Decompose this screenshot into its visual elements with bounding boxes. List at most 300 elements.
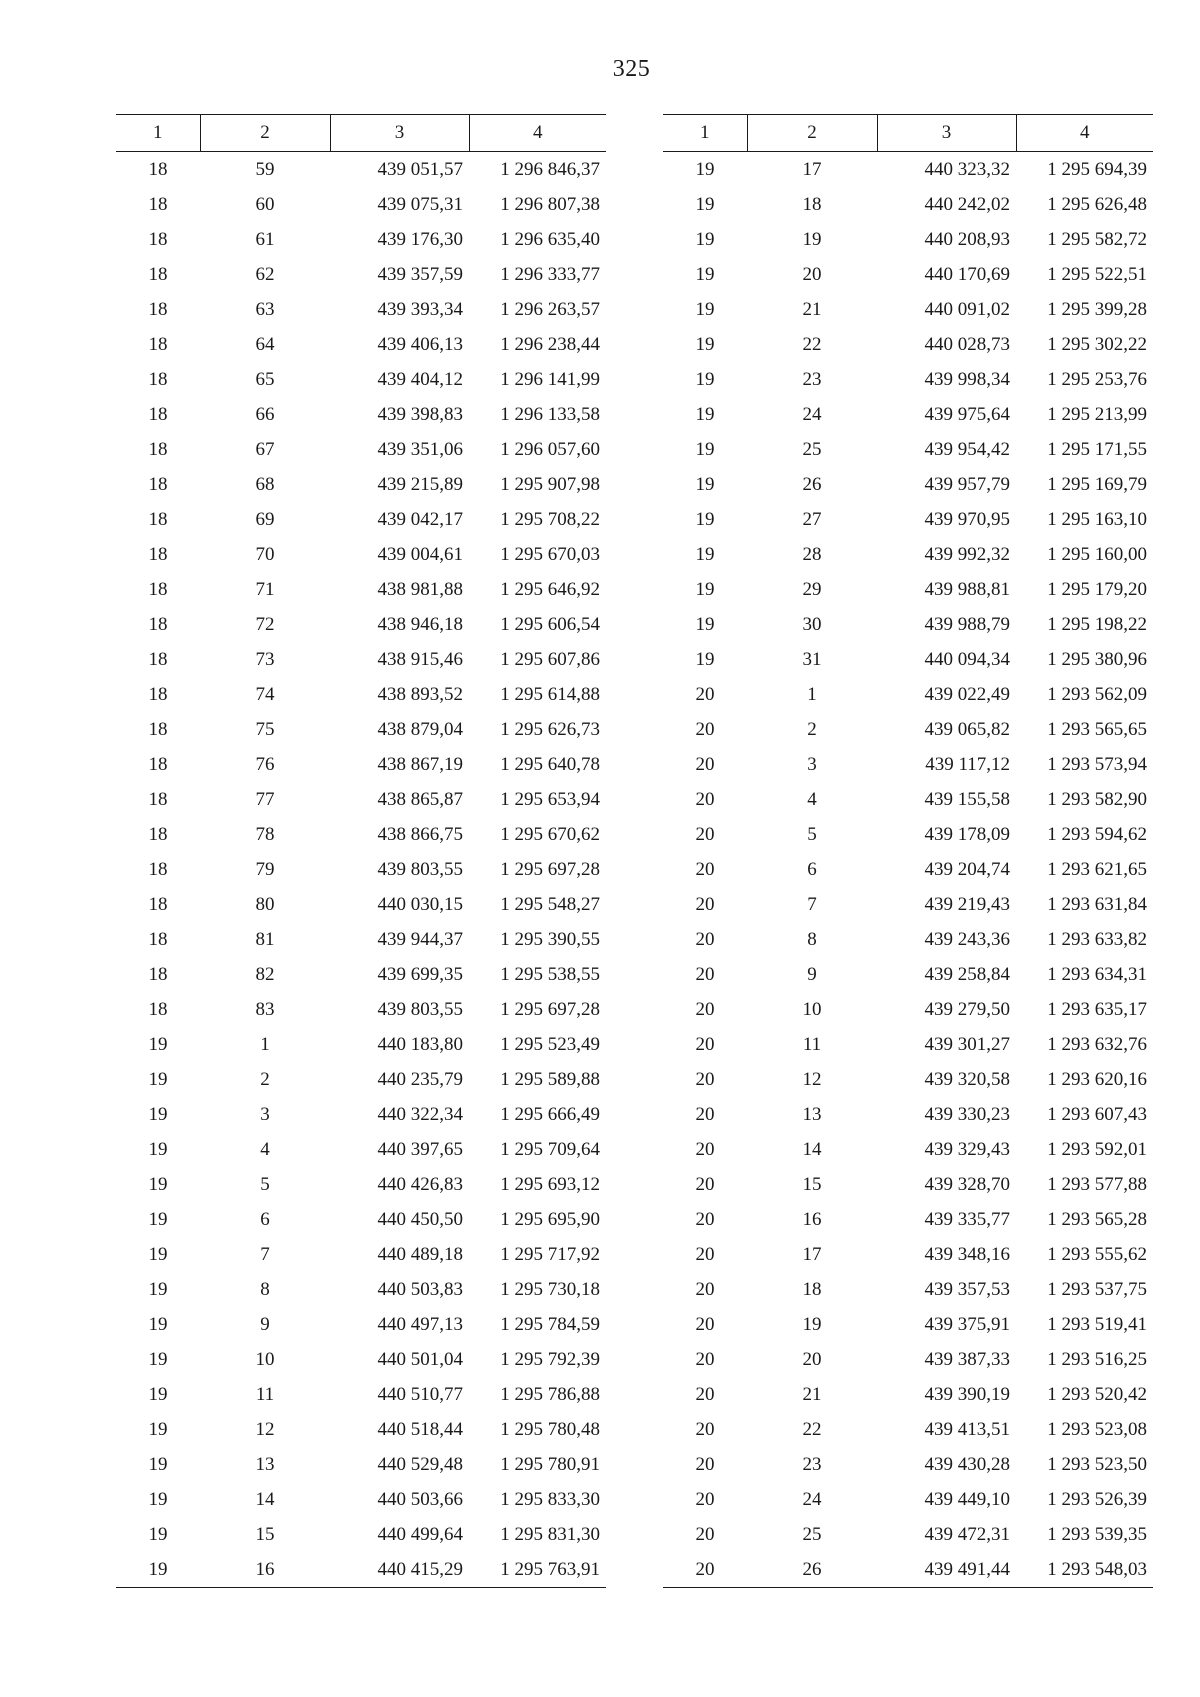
table-cell-col-2: 79 xyxy=(255,858,275,880)
table-cell-col-3: 439 155,58 xyxy=(924,788,1010,810)
table-row xyxy=(663,642,1153,677)
table-row xyxy=(663,817,1153,852)
table-cell-col-1: 18 xyxy=(148,718,168,740)
table-row xyxy=(116,1482,606,1517)
table-cell-col-4: 1 295 548,27 xyxy=(500,893,600,915)
table-cell-col-4: 1 295 399,28 xyxy=(1047,298,1147,320)
table-cell-col-4: 1 295 708,22 xyxy=(500,508,600,530)
table-cell-col-1: 19 xyxy=(695,403,715,425)
coordinates-table-right xyxy=(663,114,1153,1588)
table-cell-col-3: 439 351,06 xyxy=(377,438,463,460)
table-cell-col-3: 440 094,34 xyxy=(924,648,1010,670)
table-row xyxy=(116,712,606,747)
table-cell-col-4: 1 293 562,09 xyxy=(1047,683,1147,705)
table-cell-col-1: 19 xyxy=(148,1383,168,1405)
table-cell-col-4: 1 293 516,25 xyxy=(1047,1348,1147,1370)
table-cell-col-2: 23 xyxy=(802,368,822,390)
table-row xyxy=(116,992,606,1027)
table-cell-col-2: 7 xyxy=(260,1243,270,1265)
table-cell-col-4: 1 295 253,76 xyxy=(1047,368,1147,390)
table-cell-col-4: 1 295 606,54 xyxy=(500,613,600,635)
table-cell-col-2: 8 xyxy=(260,1278,270,1300)
table-cell-col-4: 1 293 635,17 xyxy=(1047,998,1147,1020)
table-cell-col-2: 31 xyxy=(802,648,822,670)
table-row xyxy=(116,1517,606,1552)
table-row xyxy=(663,327,1153,362)
table-cell-col-1: 19 xyxy=(695,158,715,180)
table-row xyxy=(663,362,1153,397)
table-cell-col-3: 439 258,84 xyxy=(924,963,1010,985)
table-cell-col-1: 20 xyxy=(695,1418,715,1440)
table-cell-col-1: 18 xyxy=(148,158,168,180)
table-row xyxy=(116,187,606,222)
table-cell-col-2: 10 xyxy=(255,1348,275,1370)
table-cell-col-3: 439 335,77 xyxy=(924,1208,1010,1230)
table-row xyxy=(116,1307,606,1342)
table-cell-col-1: 18 xyxy=(148,613,168,635)
header-row xyxy=(663,115,1153,152)
table-cell-col-2: 15 xyxy=(255,1523,275,1545)
table-cell-col-3: 440 323,32 xyxy=(924,158,1010,180)
table-cell-col-2: 2 xyxy=(807,718,817,740)
table-row xyxy=(116,1552,606,1588)
column-header-2: 2 xyxy=(200,115,330,152)
table-cell-col-3: 439 398,83 xyxy=(377,403,463,425)
table-cell-col-1: 19 xyxy=(695,298,715,320)
table-row xyxy=(663,1027,1153,1062)
table-cell-col-3: 439 449,10 xyxy=(924,1488,1010,1510)
table-cell-col-2: 83 xyxy=(255,998,275,1020)
table-cell-col-3: 439 178,09 xyxy=(924,823,1010,845)
table-cell-col-3: 439 328,70 xyxy=(924,1173,1010,1195)
table-cell-col-4: 1 295 694,39 xyxy=(1047,158,1147,180)
table-cell-col-4: 1 293 519,41 xyxy=(1047,1313,1147,1335)
table-row xyxy=(116,222,606,257)
table-row xyxy=(116,1447,606,1482)
table-cell-col-3: 439 243,36 xyxy=(924,928,1010,950)
table-cell-col-4: 1 295 666,49 xyxy=(500,1103,600,1125)
table-cell-col-2: 9 xyxy=(807,963,817,985)
table-cell-col-4: 1 293 582,90 xyxy=(1047,788,1147,810)
table-row xyxy=(663,1307,1153,1342)
table-cell-col-1: 18 xyxy=(148,788,168,810)
table-cell-col-3: 439 390,19 xyxy=(924,1383,1010,1405)
table-cell-col-2: 16 xyxy=(802,1208,822,1230)
table-row xyxy=(116,292,606,327)
table-row xyxy=(663,1552,1153,1588)
table-cell-col-2: 10 xyxy=(802,998,822,1020)
table-cell-col-3: 439 219,43 xyxy=(924,893,1010,915)
table-cell-col-1: 19 xyxy=(148,1523,168,1545)
table-cell-col-4: 1 293 537,75 xyxy=(1047,1278,1147,1300)
table-row xyxy=(116,152,606,188)
table-row xyxy=(663,1482,1153,1517)
table-cell-col-3: 439 375,91 xyxy=(924,1313,1010,1335)
table-cell-col-2: 71 xyxy=(255,578,275,600)
column-header-3: 3 xyxy=(330,115,469,152)
table-cell-col-3: 439 472,31 xyxy=(924,1523,1010,1545)
table-cell-col-3: 438 915,46 xyxy=(377,648,463,670)
table-cell-col-3: 440 489,18 xyxy=(377,1243,463,1265)
table-row xyxy=(663,292,1153,327)
table-row xyxy=(116,1342,606,1377)
table-cell-col-4: 1 296 807,38 xyxy=(500,193,600,215)
table-row xyxy=(116,432,606,467)
table-cell-col-1: 20 xyxy=(695,893,715,915)
table-cell-col-1: 20 xyxy=(663,1552,747,1588)
table-cell-col-3: 439 204,74 xyxy=(924,858,1010,880)
table-row xyxy=(116,257,606,292)
table-cell-col-3: 439 042,17 xyxy=(377,508,463,530)
table-cell-col-1: 20 xyxy=(695,753,715,775)
table-cell-col-3: 439 491,44 xyxy=(877,1552,1016,1588)
table-cell-col-2: 63 xyxy=(255,298,275,320)
table-row xyxy=(116,467,606,502)
table-cell-col-4: 1 295 538,55 xyxy=(500,963,600,985)
table-cell-col-1: 19 xyxy=(148,1278,168,1300)
table-cell-col-3: 440 028,73 xyxy=(924,333,1010,355)
table-cell-col-2: 68 xyxy=(255,473,275,495)
table-cell-col-3: 440 208,93 xyxy=(924,228,1010,250)
table-cell-col-3: 439 022,49 xyxy=(924,683,1010,705)
table-row xyxy=(116,572,606,607)
table-cell-col-4: 1 295 786,88 xyxy=(500,1383,600,1405)
table-cell-col-2: 14 xyxy=(255,1488,275,1510)
table-cell-col-2: 6 xyxy=(260,1208,270,1230)
header-row xyxy=(116,115,606,152)
table-row xyxy=(663,1272,1153,1307)
table-cell-col-1: 20 xyxy=(695,1033,715,1055)
table-cell-col-2: 74 xyxy=(255,683,275,705)
table-cell-col-4: 1 295 640,78 xyxy=(500,753,600,775)
table-cell-col-3: 440 030,15 xyxy=(377,893,463,915)
table-cell-col-4: 1 295 213,99 xyxy=(1047,403,1147,425)
table-cell-col-1: 18 xyxy=(148,298,168,320)
table-cell-col-1: 19 xyxy=(116,1552,200,1588)
table-cell-col-2: 9 xyxy=(260,1313,270,1335)
table-row xyxy=(663,1132,1153,1167)
table-row xyxy=(663,257,1153,292)
table-cell-col-4: 1 295 169,79 xyxy=(1047,473,1147,495)
table-cell-col-4: 1 295 763,91 xyxy=(469,1552,606,1588)
table-row xyxy=(663,152,1153,188)
table-cell-col-1: 18 xyxy=(148,823,168,845)
table-cell-col-4: 1 293 523,50 xyxy=(1047,1453,1147,1475)
table-cell-col-4: 1 295 163,10 xyxy=(1047,508,1147,530)
table-cell-col-2: 13 xyxy=(255,1453,275,1475)
table-row xyxy=(116,362,606,397)
table-cell-col-3: 438 866,75 xyxy=(377,823,463,845)
table-cell-col-3: 440 499,64 xyxy=(377,1523,463,1545)
table-cell-col-4: 1 295 646,92 xyxy=(500,578,600,600)
table-cell-col-4: 1 295 670,03 xyxy=(500,543,600,565)
table-cell-col-2: 6 xyxy=(807,858,817,880)
table-cell-col-3: 439 320,58 xyxy=(924,1068,1010,1090)
table-cell-col-3: 440 503,66 xyxy=(377,1488,463,1510)
table-cell-col-3: 440 397,65 xyxy=(377,1138,463,1160)
table-row xyxy=(116,957,606,992)
table-cell-col-3: 440 497,13 xyxy=(377,1313,463,1335)
table-cell-col-2: 5 xyxy=(260,1173,270,1195)
table-cell-col-1: 18 xyxy=(148,893,168,915)
table-row xyxy=(663,1412,1153,1447)
table-cell-col-1: 18 xyxy=(148,858,168,880)
table-cell-col-2: 21 xyxy=(802,298,822,320)
table-cell-col-1: 19 xyxy=(148,1208,168,1230)
table-cell-col-1: 20 xyxy=(695,1068,715,1090)
table-cell-col-3: 440 170,69 xyxy=(924,263,1010,285)
table-cell-col-3: 439 406,13 xyxy=(377,333,463,355)
table-cell-col-4: 1 295 160,00 xyxy=(1047,543,1147,565)
table-row xyxy=(116,1272,606,1307)
column-header-4: 4 xyxy=(1016,115,1153,152)
table-cell-col-3: 439 330,23 xyxy=(924,1103,1010,1125)
table-cell-col-1: 20 xyxy=(695,718,715,740)
table-row xyxy=(663,747,1153,782)
table-cell-col-4: 1 295 589,88 xyxy=(500,1068,600,1090)
table-row xyxy=(663,537,1153,572)
table-cell-col-3: 439 357,59 xyxy=(377,263,463,285)
table-cell-col-3: 439 404,12 xyxy=(377,368,463,390)
table-cell-col-2: 61 xyxy=(255,228,275,250)
table-row xyxy=(116,817,606,852)
table-row xyxy=(663,1062,1153,1097)
table-cell-col-1: 18 xyxy=(148,263,168,285)
table-cell-col-3: 440 501,04 xyxy=(377,1348,463,1370)
table-cell-col-3: 438 946,18 xyxy=(377,613,463,635)
table-row xyxy=(116,852,606,887)
table-cell-col-3: 439 357,53 xyxy=(924,1278,1010,1300)
table-cell-col-4: 1 296 846,37 xyxy=(500,158,600,180)
table-cell-col-3: 439 065,82 xyxy=(924,718,1010,740)
table-row xyxy=(116,502,606,537)
table-cell-col-3: 439 430,28 xyxy=(924,1453,1010,1475)
table-row xyxy=(116,327,606,362)
table-cell-col-3: 439 998,34 xyxy=(924,368,1010,390)
table-cell-col-3: 439 413,51 xyxy=(924,1418,1010,1440)
table-cell-col-2: 3 xyxy=(260,1103,270,1125)
table-cell-col-2: 81 xyxy=(255,928,275,950)
table-cell-col-3: 440 503,83 xyxy=(377,1278,463,1300)
table-cell-col-4: 1 293 526,39 xyxy=(1047,1488,1147,1510)
table-cell-col-3: 439 988,81 xyxy=(924,578,1010,600)
table-cell-col-1: 18 xyxy=(148,998,168,1020)
table-cell-col-1: 20 xyxy=(695,1243,715,1265)
table-row xyxy=(116,607,606,642)
table-row xyxy=(663,677,1153,712)
table-cell-col-3: 439 075,31 xyxy=(377,193,463,215)
table-cell-col-2: 78 xyxy=(255,823,275,845)
table-cell-col-3: 438 879,04 xyxy=(377,718,463,740)
table-cell-col-3: 439 975,64 xyxy=(924,403,1010,425)
table-cell-col-1: 18 xyxy=(148,473,168,495)
table-cell-col-4: 1 296 057,60 xyxy=(500,438,600,460)
table-cell-col-4: 1 296 635,40 xyxy=(500,228,600,250)
table-row xyxy=(663,1377,1153,1412)
table-cell-col-3: 440 518,44 xyxy=(377,1418,463,1440)
table-cell-col-2: 20 xyxy=(802,263,822,285)
table-row xyxy=(663,222,1153,257)
table-cell-col-2: 30 xyxy=(802,613,822,635)
table-cell-col-1: 20 xyxy=(695,788,715,810)
table-cell-col-2: 70 xyxy=(255,543,275,565)
table-cell-col-3: 439 803,55 xyxy=(377,858,463,880)
table-cell-col-4: 1 296 141,99 xyxy=(500,368,600,390)
table-row xyxy=(663,1202,1153,1237)
table-row xyxy=(116,747,606,782)
table-row xyxy=(116,397,606,432)
table-cell-col-4: 1 295 390,55 xyxy=(500,928,600,950)
table-cell-col-1: 20 xyxy=(695,683,715,705)
table-cell-col-1: 18 xyxy=(148,753,168,775)
table-cell-col-1: 19 xyxy=(148,1453,168,1475)
table-cell-col-3: 440 183,80 xyxy=(377,1033,463,1055)
table-cell-col-2: 29 xyxy=(802,578,822,600)
table-cell-col-4: 1 295 302,22 xyxy=(1047,333,1147,355)
table-cell-col-1: 19 xyxy=(695,578,715,600)
table-cell-col-2: 24 xyxy=(802,403,822,425)
table-cell-col-4: 1 293 523,08 xyxy=(1047,1418,1147,1440)
table-cell-col-3: 440 242,02 xyxy=(924,193,1010,215)
table-cell-col-4: 1 293 565,65 xyxy=(1047,718,1147,740)
table-cell-col-1: 18 xyxy=(148,963,168,985)
table-cell-col-3: 439 387,33 xyxy=(924,1348,1010,1370)
table-cell-col-1: 20 xyxy=(695,998,715,1020)
column-header-4: 4 xyxy=(469,115,606,152)
table-cell-col-1: 19 xyxy=(695,543,715,565)
table-cell-col-4: 1 293 573,94 xyxy=(1047,753,1147,775)
table-cell-col-2: 67 xyxy=(255,438,275,460)
table-cell-col-2: 76 xyxy=(255,753,275,775)
column-header-1: 1 xyxy=(663,115,747,152)
column-header-2: 2 xyxy=(747,115,877,152)
table-row xyxy=(116,782,606,817)
table-cell-col-1: 20 xyxy=(695,928,715,950)
table-cell-col-1: 20 xyxy=(695,1383,715,1405)
table-row xyxy=(663,1517,1153,1552)
table-cell-col-1: 20 xyxy=(695,1453,715,1475)
table-cell-col-1: 19 xyxy=(148,1313,168,1335)
table-cell-col-4: 1 295 626,73 xyxy=(500,718,600,740)
table-row xyxy=(663,432,1153,467)
table-cell-col-3: 439 301,27 xyxy=(924,1033,1010,1055)
table-cell-col-2: 4 xyxy=(807,788,817,810)
table-row xyxy=(116,1202,606,1237)
table-cell-col-4: 1 295 607,86 xyxy=(500,648,600,670)
table-row xyxy=(663,572,1153,607)
table-cell-col-3: 438 867,19 xyxy=(377,753,463,775)
table-cell-col-2: 18 xyxy=(802,1278,822,1300)
table-cell-col-2: 26 xyxy=(747,1552,877,1588)
table-cell-col-3: 439 329,43 xyxy=(924,1138,1010,1160)
table-cell-col-3: 440 529,48 xyxy=(377,1453,463,1475)
table-cell-col-3: 439 279,50 xyxy=(924,998,1010,1020)
table-cell-col-2: 2 xyxy=(260,1068,270,1090)
table-row xyxy=(663,607,1153,642)
table-cell-col-4: 1 295 780,48 xyxy=(500,1418,600,1440)
table-cell-col-3: 439 970,95 xyxy=(924,508,1010,530)
table-cell-col-3: 439 944,37 xyxy=(377,928,463,950)
table-cell-col-4: 1 293 633,82 xyxy=(1047,928,1147,950)
table-cell-col-1: 18 xyxy=(148,403,168,425)
table-cell-col-4: 1 293 548,03 xyxy=(1016,1552,1153,1588)
table-cell-col-1: 20 xyxy=(695,1488,715,1510)
table-cell-col-1: 20 xyxy=(695,963,715,985)
table-cell-col-4: 1 293 592,01 xyxy=(1047,1138,1147,1160)
table-cell-col-2: 13 xyxy=(802,1103,822,1125)
table-cell-col-3: 439 004,61 xyxy=(377,543,463,565)
table-cell-col-2: 72 xyxy=(255,613,275,635)
table-row xyxy=(663,922,1153,957)
table-cell-col-2: 5 xyxy=(807,823,817,845)
table-cell-col-1: 20 xyxy=(695,1313,715,1335)
table-cell-col-3: 439 954,42 xyxy=(924,438,1010,460)
table-row xyxy=(116,1377,606,1412)
table-cell-col-3: 438 865,87 xyxy=(377,788,463,810)
table-cell-col-1: 20 xyxy=(695,1348,715,1370)
table-cell-col-1: 18 xyxy=(148,928,168,950)
table-cell-col-4: 1 293 631,84 xyxy=(1047,893,1147,915)
table-cell-col-3: 439 176,30 xyxy=(377,228,463,250)
table-cell-col-4: 1 293 539,35 xyxy=(1047,1523,1147,1545)
table-cell-col-3: 439 803,55 xyxy=(377,998,463,1020)
table-cell-col-1: 19 xyxy=(695,648,715,670)
table-row xyxy=(116,1062,606,1097)
table-cell-col-3: 439 957,79 xyxy=(924,473,1010,495)
table-cell-col-2: 12 xyxy=(802,1068,822,1090)
table-cell-col-4: 1 295 198,22 xyxy=(1047,613,1147,635)
table-cell-col-4: 1 293 620,16 xyxy=(1047,1068,1147,1090)
table-row xyxy=(663,397,1153,432)
table-cell-col-2: 7 xyxy=(807,893,817,915)
table-row xyxy=(663,502,1153,537)
table-cell-col-2: 60 xyxy=(255,193,275,215)
table-cell-col-1: 19 xyxy=(148,1418,168,1440)
table-cell-col-1: 18 xyxy=(148,368,168,390)
table-row xyxy=(663,1097,1153,1132)
table-row xyxy=(116,1412,606,1447)
page-number: 325 xyxy=(612,56,651,82)
table-cell-col-2: 8 xyxy=(807,928,817,950)
table-cell-col-2: 82 xyxy=(255,963,275,985)
table-row xyxy=(663,712,1153,747)
table-cell-col-4: 1 295 784,59 xyxy=(500,1313,600,1335)
table-row xyxy=(116,922,606,957)
table-cell-col-2: 65 xyxy=(255,368,275,390)
table-cell-col-1: 20 xyxy=(695,823,715,845)
table-cell-col-2: 25 xyxy=(802,1523,822,1545)
table-cell-col-1: 19 xyxy=(695,473,715,495)
table-cell-col-4: 1 295 582,72 xyxy=(1047,228,1147,250)
table-cell-col-3: 438 893,52 xyxy=(377,683,463,705)
table-cell-col-4: 1 293 607,43 xyxy=(1047,1103,1147,1125)
table-cell-col-2: 19 xyxy=(802,228,822,250)
table-cell-col-3: 438 981,88 xyxy=(377,578,463,600)
table-cell-col-4: 1 295 792,39 xyxy=(500,1348,600,1370)
table-cell-col-2: 24 xyxy=(802,1488,822,1510)
table-row xyxy=(663,992,1153,1027)
table-cell-col-4: 1 295 730,18 xyxy=(500,1278,600,1300)
table-cell-col-2: 75 xyxy=(255,718,275,740)
table-cell-col-1: 20 xyxy=(695,1173,715,1195)
table-cell-col-1: 18 xyxy=(148,508,168,530)
table-row xyxy=(663,957,1153,992)
table-cell-col-1: 19 xyxy=(148,1033,168,1055)
table-row xyxy=(116,1167,606,1202)
table-row xyxy=(116,1097,606,1132)
table-cell-col-2: 17 xyxy=(802,1243,822,1265)
coordinates-table-left xyxy=(116,114,606,1588)
